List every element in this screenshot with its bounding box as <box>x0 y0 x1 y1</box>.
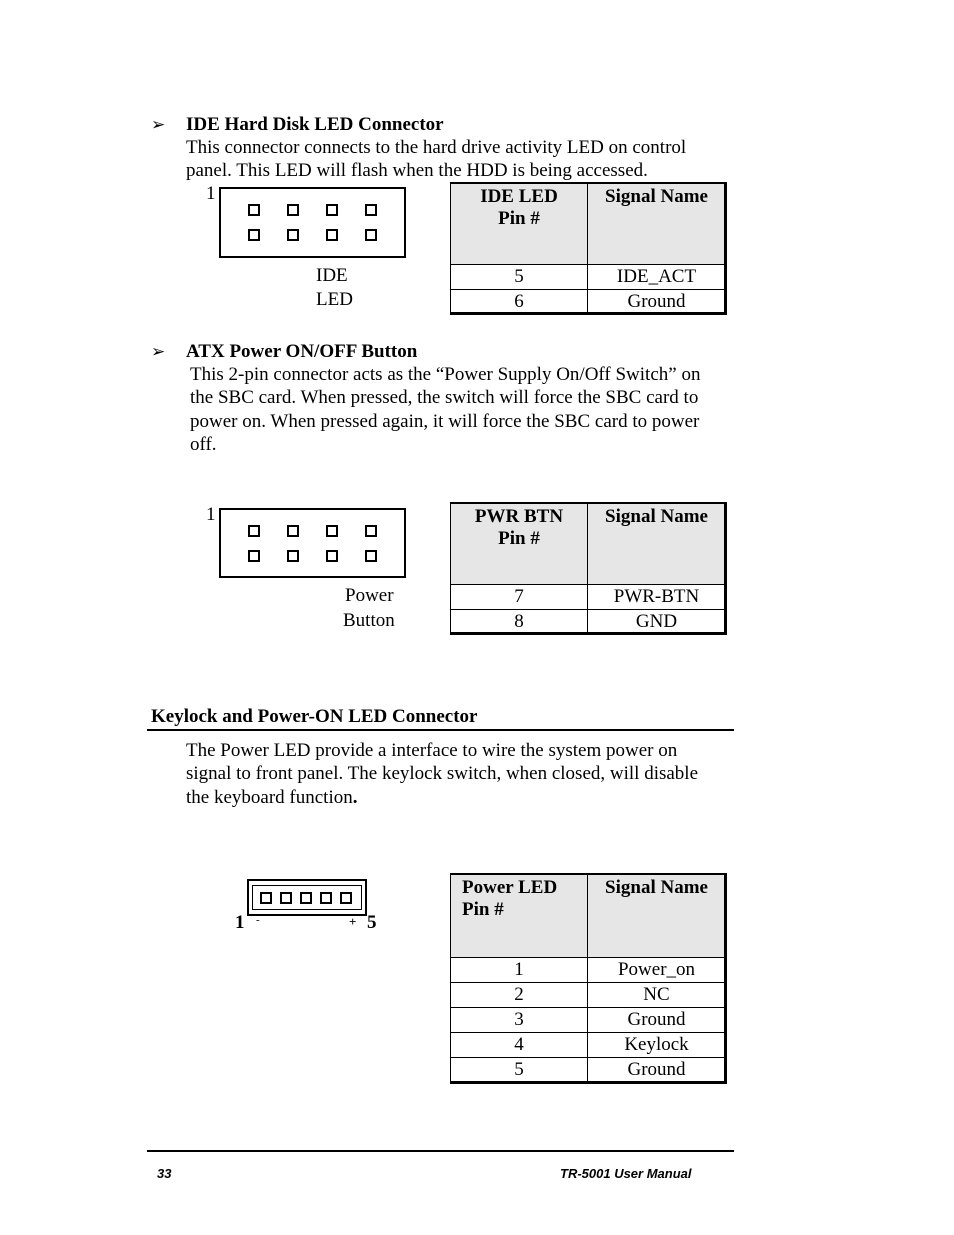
table-header-signal <box>588 184 726 265</box>
pin-square <box>287 204 299 216</box>
description-line: signal to front panel. The keylock switch, when closed, will disable <box>186 763 699 785</box>
header-line: Signal Name <box>605 506 708 527</box>
signal-cell: IDE_ACT <box>588 265 726 290</box>
pin-square <box>365 229 377 241</box>
pin-square <box>248 525 260 537</box>
pin-square <box>287 525 299 537</box>
signal-cell: Ground <box>588 290 726 315</box>
table-border <box>724 873 727 1084</box>
signal-cell: PWR-BTN <box>588 585 726 610</box>
ide-led-header-diagram <box>219 187 406 258</box>
pin-square <box>340 892 352 904</box>
table-row <box>451 1033 726 1058</box>
pin-square <box>365 550 377 562</box>
signal-cell: Ground <box>588 1008 726 1033</box>
header-line: Pin # <box>498 528 540 549</box>
pin-square <box>280 892 292 904</box>
signal-cell: Keylock <box>588 1033 726 1058</box>
pin-one-label: 1 <box>206 183 216 204</box>
heading-rule <box>147 729 734 731</box>
table-row <box>451 610 726 635</box>
pin-cell: 4 <box>451 1033 588 1058</box>
description-line: This connector connects to the hard drive activity LED on control <box>186 137 687 158</box>
pin-one-label: 1 <box>206 504 216 525</box>
power-button-header-diagram <box>219 508 406 578</box>
pin-square <box>248 229 260 241</box>
section-description <box>186 136 746 183</box>
pin-cell: 7 <box>451 585 588 610</box>
pin-cell: 8 <box>451 610 588 635</box>
signal-cell: NC <box>588 983 726 1008</box>
section-description <box>186 739 746 809</box>
description-text: the keyboard function <box>186 786 353 808</box>
header-line: IDE LED <box>480 186 558 207</box>
header-line: Signal Name <box>605 877 708 898</box>
plus-icon: + <box>349 914 357 929</box>
pin-square <box>287 229 299 241</box>
minus-icon: - <box>256 914 260 926</box>
table-border <box>450 502 727 504</box>
signal-cell: Power_on <box>588 958 726 983</box>
manual-title: TR-5001 User Manual <box>560 1166 692 1181</box>
table-header-pin <box>451 184 588 265</box>
description-line: This 2-pin connector acts as the “Power Supply On/Off Switch” on <box>190 364 701 385</box>
ide-led-signal-table <box>450 183 726 315</box>
description-line: power on. When pressed again, it will force the SBC card to power <box>190 410 700 432</box>
header-line: Signal Name <box>605 186 708 207</box>
table-border <box>450 1081 727 1084</box>
pin-cell: 6 <box>451 290 588 315</box>
pin-cell: 5 <box>451 1058 588 1083</box>
pin-square <box>326 229 338 241</box>
pin-square <box>320 892 332 904</box>
table-border <box>724 502 727 635</box>
table-border <box>724 182 727 315</box>
table-row <box>451 290 726 315</box>
diagram-caption: Power <box>345 585 394 606</box>
table-border <box>450 312 727 315</box>
signal-cell: GND <box>588 610 726 635</box>
pin-cell: 1 <box>451 958 588 983</box>
diagram-caption: Button <box>343 610 395 631</box>
pin-cell: 2 <box>451 983 588 1008</box>
table-border <box>450 873 727 875</box>
table-border <box>450 632 727 635</box>
header-line: PWR BTN <box>474 506 564 527</box>
table-border <box>450 182 727 184</box>
bullet-arrow-icon: ➢ <box>151 342 166 361</box>
table-header-pin <box>451 875 588 958</box>
pin-square <box>260 892 272 904</box>
table-header-signal <box>588 504 726 585</box>
section-heading: Keylock and Power-ON LED Connector <box>151 706 478 727</box>
pin-square <box>248 550 260 562</box>
power-led-signal-table <box>450 874 726 1083</box>
pin-cell: 3 <box>451 1008 588 1033</box>
table-row <box>451 585 726 610</box>
pin-square <box>287 550 299 562</box>
description-line: the SBC card. When pressed, the switch will force the SBC card to <box>190 387 699 409</box>
diagram-caption: IDE <box>316 265 348 286</box>
bullet-arrow-icon: ➢ <box>151 115 166 134</box>
pin-five-label: 5 <box>367 912 377 933</box>
pin-square <box>248 204 260 216</box>
power-button-signal-table <box>450 503 726 635</box>
pin-square <box>300 892 312 904</box>
table-row <box>451 1058 726 1083</box>
power-led-header-diagram <box>247 879 367 916</box>
diagram-caption: LED <box>316 289 353 310</box>
table-row <box>451 1008 726 1033</box>
table-row <box>451 958 726 983</box>
table-header-pin <box>451 504 588 585</box>
pin-square <box>326 204 338 216</box>
section-title: ATX Power ON/OFF Button <box>186 341 418 362</box>
table-row <box>451 983 726 1008</box>
period: . <box>352 786 358 808</box>
header-line: Power LED <box>462 877 558 898</box>
section-title: IDE Hard Disk LED Connector <box>186 114 444 135</box>
pin-square <box>365 525 377 537</box>
footer-rule <box>147 1150 734 1152</box>
pin-one-label: 1 <box>235 912 245 933</box>
pin-square <box>365 204 377 216</box>
pin-square <box>326 550 338 562</box>
header-line: Pin # <box>462 899 504 920</box>
section-description <box>190 363 750 456</box>
pin-square <box>326 525 338 537</box>
header-line: Pin # <box>498 208 540 229</box>
description-line: The Power LED provide a interface to wire the system power on <box>186 740 678 761</box>
signal-cell: Ground <box>588 1058 726 1083</box>
description-line: panel. This LED will flash when the HDD is being accessed. <box>186 160 648 182</box>
page-number: 33 <box>157 1166 172 1181</box>
description-line: off. <box>190 433 217 455</box>
pin-cell: 5 <box>451 265 588 290</box>
table-row <box>451 265 726 290</box>
table-header-signal <box>588 875 726 958</box>
description-line <box>186 786 746 809</box>
